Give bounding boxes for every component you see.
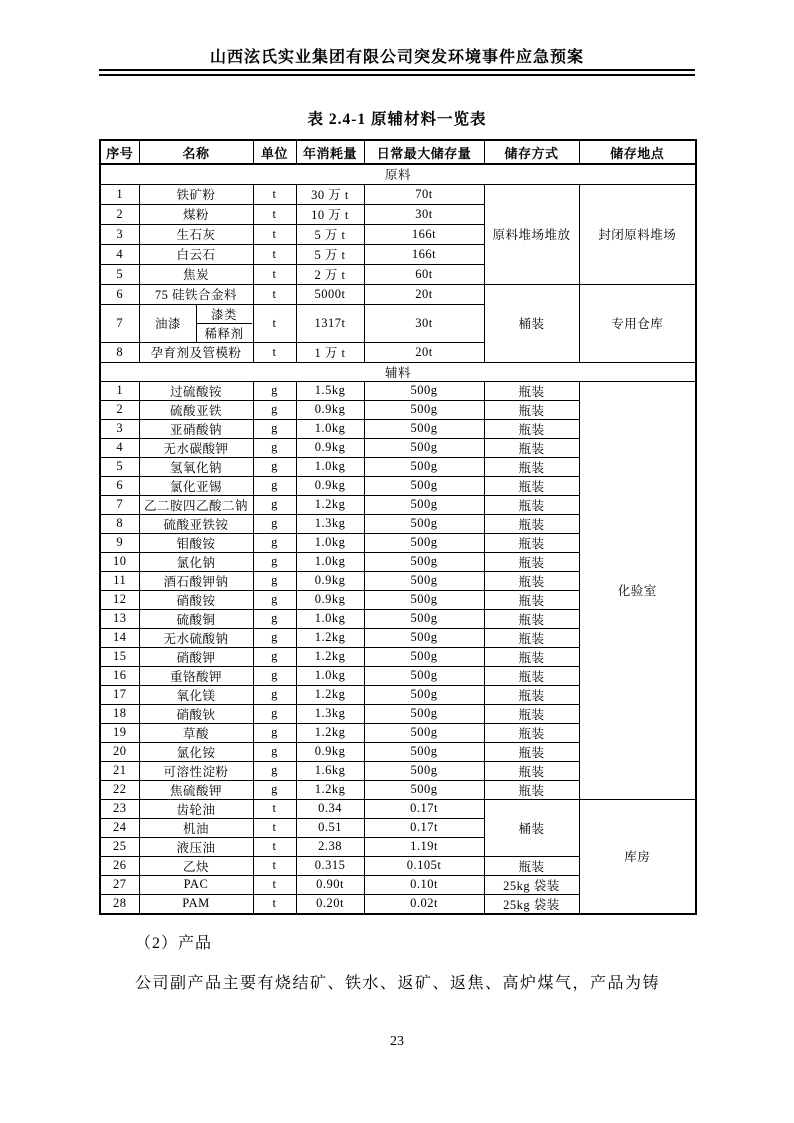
table-cell: 1.0kg <box>296 457 364 476</box>
table-cell: 封闭原料堆场 <box>579 184 696 284</box>
table-cell: 8 <box>100 342 139 362</box>
table-cell: 0.17t <box>364 799 484 818</box>
table-cell: g <box>253 723 296 742</box>
table-cell: 瓶装 <box>484 609 579 628</box>
table-cell: 氯化铵 <box>139 742 253 761</box>
table-cell: 1.2kg <box>296 780 364 799</box>
table-cell: 生石灰 <box>139 224 253 244</box>
table-row <box>100 381 696 400</box>
section-row <box>100 362 696 381</box>
table-cell: 0.9kg <box>296 400 364 419</box>
table-cell: g <box>253 647 296 666</box>
table-cell: 瓶装 <box>484 457 579 476</box>
table-cell: 硫酸铜 <box>139 609 253 628</box>
table-cell: 钼酸铵 <box>139 533 253 552</box>
table-cell: 库房 <box>579 799 696 914</box>
table-cell: 1.0kg <box>296 533 364 552</box>
table-cell: 瓶装 <box>484 571 579 590</box>
table-cell: 1 <box>100 381 139 400</box>
table-cell: g <box>253 571 296 590</box>
table-cell: 5000t <box>296 284 364 304</box>
column-header: 单位 <box>253 140 296 164</box>
table-cell: 瓶装 <box>484 400 579 419</box>
table-cell: 瓶装 <box>484 438 579 457</box>
table-cell: 60t <box>364 264 484 284</box>
table-cell: g <box>253 533 296 552</box>
table-cell: 0.34 <box>296 799 364 818</box>
table-cell: 500g <box>364 419 484 438</box>
table-cell: 瓶装 <box>484 856 579 875</box>
table-cell: g <box>253 476 296 495</box>
table-cell: 1.3kg <box>296 514 364 533</box>
table-cell: 0.9kg <box>296 590 364 609</box>
table-cell: 8 <box>100 514 139 533</box>
table-cell: t <box>253 204 296 224</box>
table-cell: 22 <box>100 780 139 799</box>
table-cell: 27 <box>100 875 139 894</box>
table-cell: g <box>253 780 296 799</box>
table-cell: 1.2kg <box>296 647 364 666</box>
table-cell: 500g <box>364 571 484 590</box>
table-cell: 500g <box>364 552 484 571</box>
table-cell: 可溶性淀粉 <box>139 761 253 780</box>
table-section <box>100 362 696 914</box>
table-cell: 煤粉 <box>139 204 253 224</box>
column-header: 序号 <box>100 140 139 164</box>
section-label: 辅料 <box>100 362 696 381</box>
table-cell: t <box>253 799 296 818</box>
table-cell: 500g <box>364 742 484 761</box>
table-cell: t <box>253 304 296 342</box>
table-cell: 原料堆场堆放 <box>484 184 579 284</box>
table-cell: 1.0kg <box>296 609 364 628</box>
table-cell: 焦硫酸钾 <box>139 780 253 799</box>
table-cell: 无水硫酸钠 <box>139 628 253 647</box>
table-cell: 瓶装 <box>484 704 579 723</box>
paint-split-cell <box>139 304 253 342</box>
table-cell: 2.38 <box>296 837 364 856</box>
table-cell: 5 <box>100 457 139 476</box>
column-header: 储存地点 <box>579 140 696 164</box>
table-cell: 25kg 袋装 <box>484 875 579 894</box>
table-cell: 氢氧化钠 <box>139 457 253 476</box>
table-cell: 0.9kg <box>296 438 364 457</box>
table-cell: 166t <box>364 244 484 264</box>
table-cell: 25 <box>100 837 139 856</box>
table-cell: g <box>253 381 296 400</box>
table-cell: 4 <box>100 438 139 457</box>
table-cell: 10 <box>100 552 139 571</box>
table-cell: 28 <box>100 894 139 914</box>
table-cell: 500g <box>364 533 484 552</box>
table-title: 表 2.4-1 原辅材料一览表 <box>307 111 487 128</box>
section-label: 原料 <box>100 164 696 184</box>
table-cell: 500g <box>364 780 484 799</box>
table-cell: 瓶装 <box>484 628 579 647</box>
table-cell: 21 <box>100 761 139 780</box>
table-cell: 16 <box>100 666 139 685</box>
table-cell: 氯化钠 <box>139 552 253 571</box>
table-cell: 0.105t <box>364 856 484 875</box>
table-cell: g <box>253 609 296 628</box>
table-cell: 5 <box>100 264 139 284</box>
table-cell: 1.3kg <box>296 704 364 723</box>
table-cell: 11 <box>100 571 139 590</box>
table-cell: t <box>253 244 296 264</box>
table-cell: g <box>253 628 296 647</box>
table-cell: 1.2kg <box>296 723 364 742</box>
table-cell: t <box>253 894 296 914</box>
table-cell: 500g <box>364 666 484 685</box>
table-cell: 0.9kg <box>296 571 364 590</box>
table-cell: 19 <box>100 723 139 742</box>
table-cell: 1.0kg <box>296 666 364 685</box>
table-cell: 10 万 t <box>296 204 364 224</box>
table-cell: 500g <box>364 628 484 647</box>
table-cell: 1.19t <box>364 837 484 856</box>
table-cell: t <box>253 875 296 894</box>
paint-left-cell: 油漆 <box>154 317 181 331</box>
table-cell: 1.2kg <box>296 628 364 647</box>
table-cell: g <box>253 704 296 723</box>
table-cell: 1.0kg <box>296 419 364 438</box>
table-cell: t <box>253 837 296 856</box>
table-cell: 氯化亚锡 <box>139 476 253 495</box>
paint-sub-cell: 漆类 <box>197 305 252 324</box>
table-cell: 15 <box>100 647 139 666</box>
table-cell: 瓶装 <box>484 514 579 533</box>
column-header: 日常最大储存量 <box>364 140 484 164</box>
table-cell: 30t <box>364 304 484 342</box>
section-row <box>100 164 696 184</box>
document-header-title: 山西泫氏实业集团有限公司突发环境事件应急预案 <box>209 49 584 66</box>
table-cell: 乙炔 <box>139 856 253 875</box>
table-cell: g <box>253 438 296 457</box>
table-cell: 焦炭 <box>139 264 253 284</box>
table-cell: 70t <box>364 184 484 204</box>
table-cell: 2 <box>100 204 139 224</box>
table-header <box>100 140 696 164</box>
table-header-row <box>100 140 696 164</box>
table-cell: 7 <box>100 495 139 514</box>
page-number: 23 <box>390 1034 404 1049</box>
table-cell: 24 <box>100 818 139 837</box>
table-cell: 17 <box>100 685 139 704</box>
paint-sub-cell: 稀释剂 <box>204 326 244 341</box>
table-cell: 5 万 t <box>296 244 364 264</box>
table-cell: t <box>253 184 296 204</box>
table-cell: 瓶装 <box>484 552 579 571</box>
table-cell: g <box>253 742 296 761</box>
table-cell: 20t <box>364 342 484 362</box>
table-cell: 1.6kg <box>296 761 364 780</box>
table-cell: 7 <box>100 304 139 342</box>
table-cell: 2 <box>100 400 139 419</box>
table-cell: 1.0kg <box>296 552 364 571</box>
table-cell: 酒石酸钾钠 <box>139 571 253 590</box>
table-cell: 0.90t <box>296 875 364 894</box>
table-cell: 12 <box>100 590 139 609</box>
table-cell: 瓶装 <box>484 685 579 704</box>
table-cell: g <box>253 552 296 571</box>
table-cell: 500g <box>364 495 484 514</box>
column-header: 名称 <box>139 140 253 164</box>
table-section <box>100 164 696 362</box>
table-row <box>100 284 696 304</box>
table-cell: 瓶装 <box>484 590 579 609</box>
table-cell: 0.10t <box>364 875 484 894</box>
table-cell: 166t <box>364 224 484 244</box>
table-cell: 0.02t <box>364 894 484 914</box>
table-cell: t <box>253 818 296 837</box>
table-cell: 无水碳酸钾 <box>139 438 253 457</box>
table-cell: 过硫酸铵 <box>139 381 253 400</box>
table-cell: 500g <box>364 761 484 780</box>
table-cell: 500g <box>364 704 484 723</box>
table-cell: 桶装 <box>484 284 579 362</box>
table-cell: 500g <box>364 457 484 476</box>
table-cell: g <box>253 685 296 704</box>
table-cell: 瓶装 <box>484 723 579 742</box>
table-cell: 500g <box>364 476 484 495</box>
header-double-rule <box>99 69 695 76</box>
table-cell: 瓶装 <box>484 780 579 799</box>
table-cell: 瓶装 <box>484 742 579 761</box>
table-cell: 氧化镁 <box>139 685 253 704</box>
table-cell: 0.17t <box>364 818 484 837</box>
table-cell: 500g <box>364 723 484 742</box>
table-cell: 3 <box>100 419 139 438</box>
table-cell: 5 万 t <box>296 224 364 244</box>
table-cell: 0.9kg <box>296 476 364 495</box>
table-cell: 20t <box>364 284 484 304</box>
table-cell: 1317t <box>296 304 364 342</box>
table-cell: 30t <box>364 204 484 224</box>
table-cell: 9 <box>100 533 139 552</box>
table-cell: 瓶装 <box>484 476 579 495</box>
table-cell: 瓶装 <box>484 419 579 438</box>
table-cell: g <box>253 666 296 685</box>
table-cell: 18 <box>100 704 139 723</box>
table-cell: t <box>253 342 296 362</box>
table-cell: 500g <box>364 590 484 609</box>
column-header: 储存方式 <box>484 140 579 164</box>
table-cell: 孕育剂及管模粉 <box>139 342 253 362</box>
table-cell: 1.5kg <box>296 381 364 400</box>
table-row <box>100 184 696 204</box>
column-header: 年消耗量 <box>296 140 364 164</box>
table-cell: 14 <box>100 628 139 647</box>
table-cell: 0.9kg <box>296 742 364 761</box>
table-cell: t <box>253 264 296 284</box>
table-cell: PAM <box>139 894 253 914</box>
table-cell: 6 <box>100 476 139 495</box>
table-cell: 1 <box>100 184 139 204</box>
table-cell: t <box>253 856 296 875</box>
table-cell: 瓶装 <box>484 533 579 552</box>
table-cell: g <box>253 495 296 514</box>
table-cell: 乙二胺四乙酸二钠 <box>139 495 253 514</box>
body-paragraph: 公司副产品主要有烧结矿、铁水、返矿、返焦、高炉煤气，产品为铸 <box>135 975 661 992</box>
materials-table <box>99 139 697 915</box>
table-cell: 1.2kg <box>296 495 364 514</box>
table-cell: 23 <box>100 799 139 818</box>
body-item-label: （2）产品 <box>135 935 213 952</box>
table-cell: g <box>253 419 296 438</box>
table-cell: 硝酸铵 <box>139 590 253 609</box>
table-cell: 2 万 t <box>296 264 364 284</box>
table-cell: 0.20t <box>296 894 364 914</box>
table-cell: t <box>253 284 296 304</box>
table-cell: 1 万 t <box>296 342 364 362</box>
table-cell: 草酸 <box>139 723 253 742</box>
table-cell: t <box>253 224 296 244</box>
table-cell: 6 <box>100 284 139 304</box>
table-cell: 30 万 t <box>296 184 364 204</box>
table-cell: 500g <box>364 685 484 704</box>
table-cell: 26 <box>100 856 139 875</box>
table-cell: 瓶装 <box>484 666 579 685</box>
table-cell: g <box>253 457 296 476</box>
table-cell: 500g <box>364 514 484 533</box>
table-cell: 瓶装 <box>484 647 579 666</box>
table-cell: 3 <box>100 224 139 244</box>
table-cell: 液压油 <box>139 837 253 856</box>
table-cell: g <box>253 400 296 419</box>
table-cell: 铁矿粉 <box>139 184 253 204</box>
table-cell: 专用仓库 <box>579 284 696 362</box>
table-cell: 白云石 <box>139 244 253 264</box>
table-cell: 桶装 <box>484 799 579 856</box>
table-cell: 500g <box>364 647 484 666</box>
table-cell: g <box>253 761 296 780</box>
table-cell: 0.51 <box>296 818 364 837</box>
table-cell: 500g <box>364 400 484 419</box>
table-cell: g <box>253 590 296 609</box>
table-cell: 20 <box>100 742 139 761</box>
table-cell: PAC <box>139 875 253 894</box>
table-cell: 机油 <box>139 818 253 837</box>
table-cell: 瓶装 <box>484 495 579 514</box>
table-cell: 硝酸钾 <box>139 647 253 666</box>
table-cell: 化验室 <box>579 381 696 799</box>
table-row <box>100 799 696 818</box>
table-cell: 齿轮油 <box>139 799 253 818</box>
table-cell: 硫酸亚铁铵 <box>139 514 253 533</box>
table-cell: 25kg 袋装 <box>484 894 579 914</box>
table-cell: 500g <box>364 438 484 457</box>
table-cell: 13 <box>100 609 139 628</box>
table-cell: 1.2kg <box>296 685 364 704</box>
table-cell: 500g <box>364 381 484 400</box>
table-cell: 0.315 <box>296 856 364 875</box>
table-cell: 75 硅铁合金料 <box>139 284 253 304</box>
table-cell: 瓶装 <box>484 761 579 780</box>
table-cell: 重铬酸钾 <box>139 666 253 685</box>
table-cell: 瓶装 <box>484 381 579 400</box>
table-cell: g <box>253 514 296 533</box>
table-cell: 硝酸钬 <box>139 704 253 723</box>
table-cell: 硫酸亚铁 <box>139 400 253 419</box>
table-cell: 500g <box>364 609 484 628</box>
table-cell: 亚硝酸钠 <box>139 419 253 438</box>
table-cell: 4 <box>100 244 139 264</box>
